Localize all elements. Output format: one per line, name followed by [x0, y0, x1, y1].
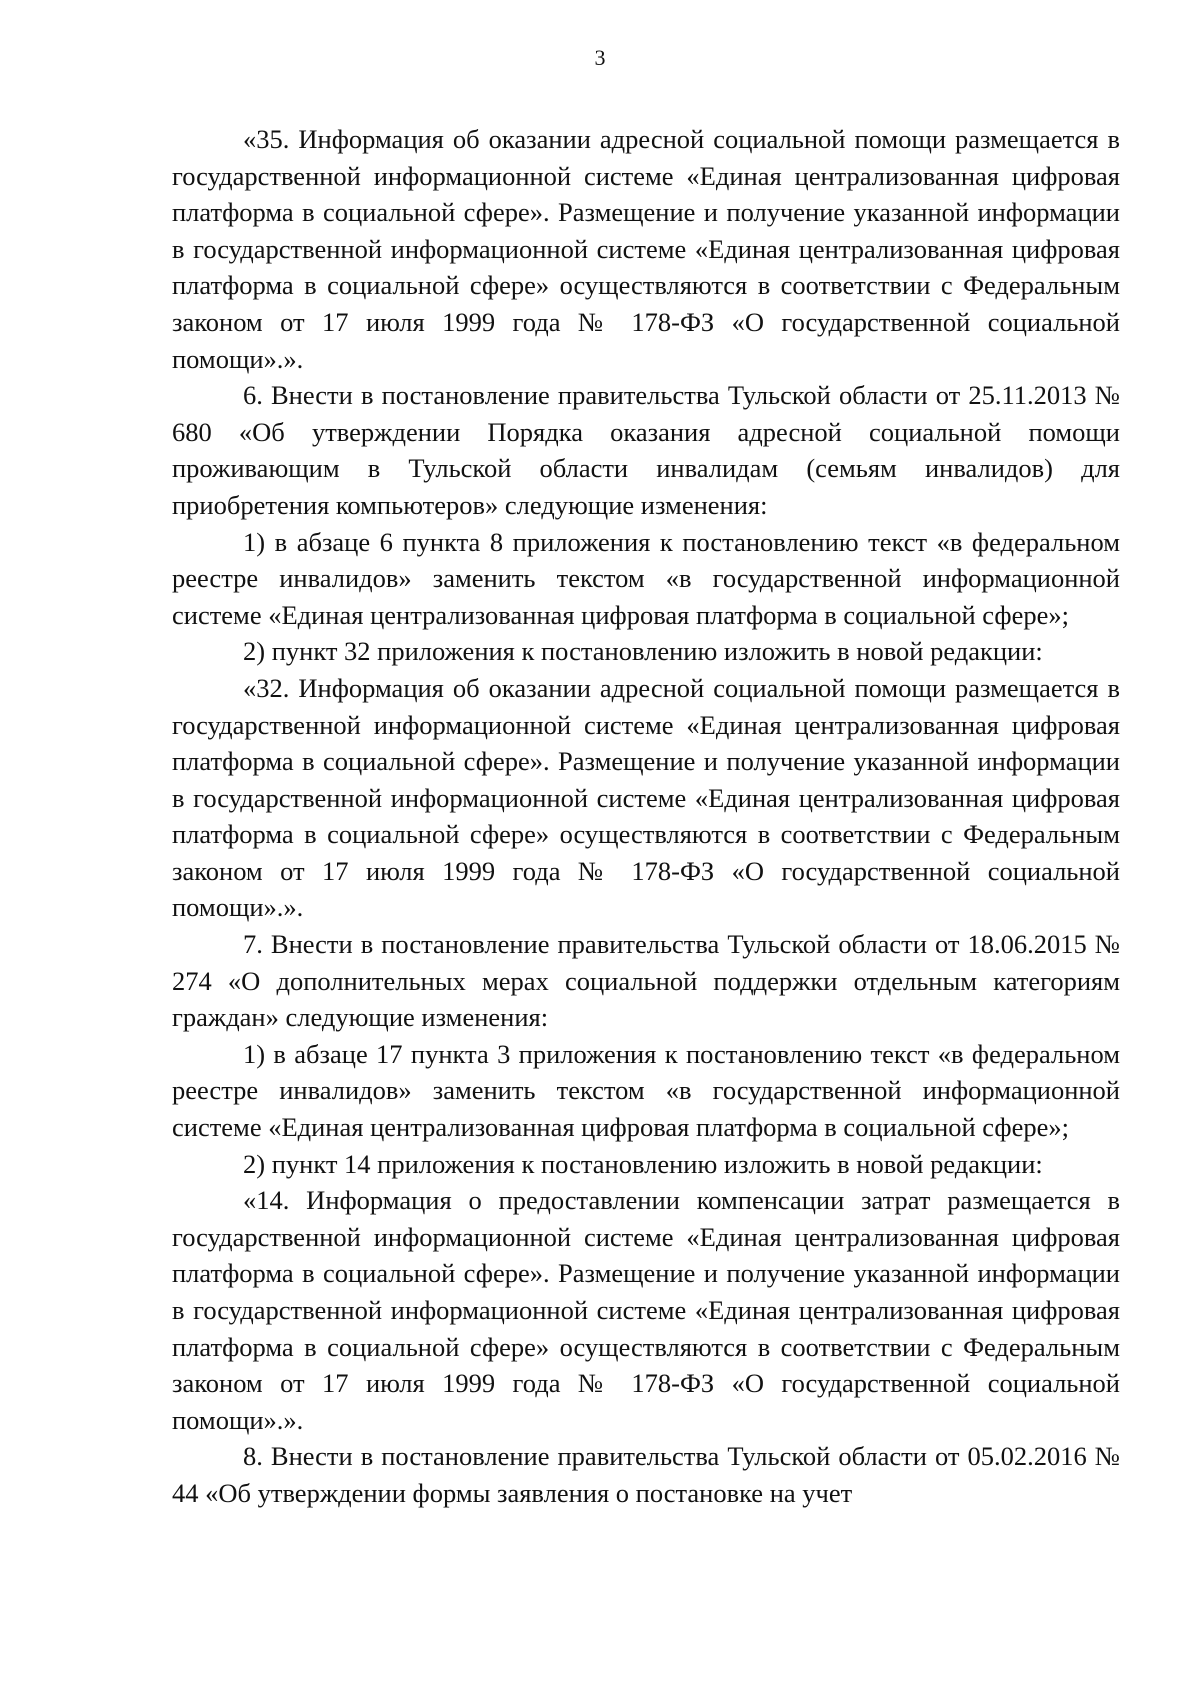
- paragraph-item-7: 7. Внести в постановление правительства Тульской области от 18.06.2015 № 274 «О дополнительных мерах социальной поддержки отдельным категориям граждан» следующие изменения:: [172, 929, 1120, 1033]
- page-number: 3: [594, 45, 606, 70]
- paragraph-item-6-sub-2: 2) пункт 32 приложения к постановлению изложить в новой редакции:: [243, 636, 1043, 667]
- paragraph-item-7-sub-2: 2) пункт 14 приложения к постановлению изложить в новой редакции:: [243, 1148, 1043, 1179]
- document-body: [172, 121, 1120, 1512]
- paragraph-item-7-sub-1: 1) в абзаце 17 пункта 3 приложения к постановлению текст «в федеральном реестре инвалидов» заменить текстом «в государственной информационной системе «Единая централизованная цифровая платформа в социальной сфере»;: [172, 1038, 1120, 1143]
- paragraph-32: «32. Информация об оказании адресной социальной помощи размещается в государственной информационной системе «Единая централизованная цифровая платформа в социальной сфере». Размещение и получение указанной информации в государственной информационной системе «Единая централизованная цифровая платформа в социальной сфере» осуществляются в соответствии с Федеральным законом от 17 июля 1999 года № 178-ФЗ «О государственной социальной помощи».».: [172, 672, 1120, 923]
- paragraph-35: «35. Информация об оказании адресной социальной помощи размещается в государственной информационной системе «Единая централизованная цифровая платформа в социальной сфере». Размещение и получение указанной информации в государственной информационной системе «Единая централизованная цифровая платформа в социальной сфере» осуществляются в соответствии с Федеральным законом от 17 июля 1999 года № 178-ФЗ «О государственной социальной помощи».».: [172, 124, 1120, 374]
- paragraph-item-6-sub-1: 1) в абзаце 6 пункта 8 приложения к постановлению текст «в федеральном реестре инвалидов» заменить текстом «в государственной информационной системе «Единая централизованная цифровая платформа в социальной сфере»;: [172, 526, 1120, 630]
- paragraph-14: «14. Информация о предоставлении компенсации затрат размещается в государственной информационной системе «Единая централизованная цифровая платформа в социальной сфере». Размещение и получение указанной информации в государственной информационной системе «Единая централизованная цифровая платформа в социальной сфере» осуществляются в соответствии с Федеральным законом от 17 июля 1999 года № 178-ФЗ «О государственной социальной помощи».».: [172, 1185, 1120, 1435]
- paragraph-item-6: 6. Внести в постановление правительства Тульской области от 25.11.2013 № 680 «Об утверждении Порядка оказания адресной социальной помощи проживающим в Тульской области инвалидам (семьям инвалидов) для приобретения компьютеров» следующие изменения:: [172, 380, 1120, 520]
- paragraph-item-8: 8. Внести в постановление правительства Тульской области от 05.02.2016 № 44 «Об утверждении формы заявления о постановке на учет: [172, 1441, 1120, 1508]
